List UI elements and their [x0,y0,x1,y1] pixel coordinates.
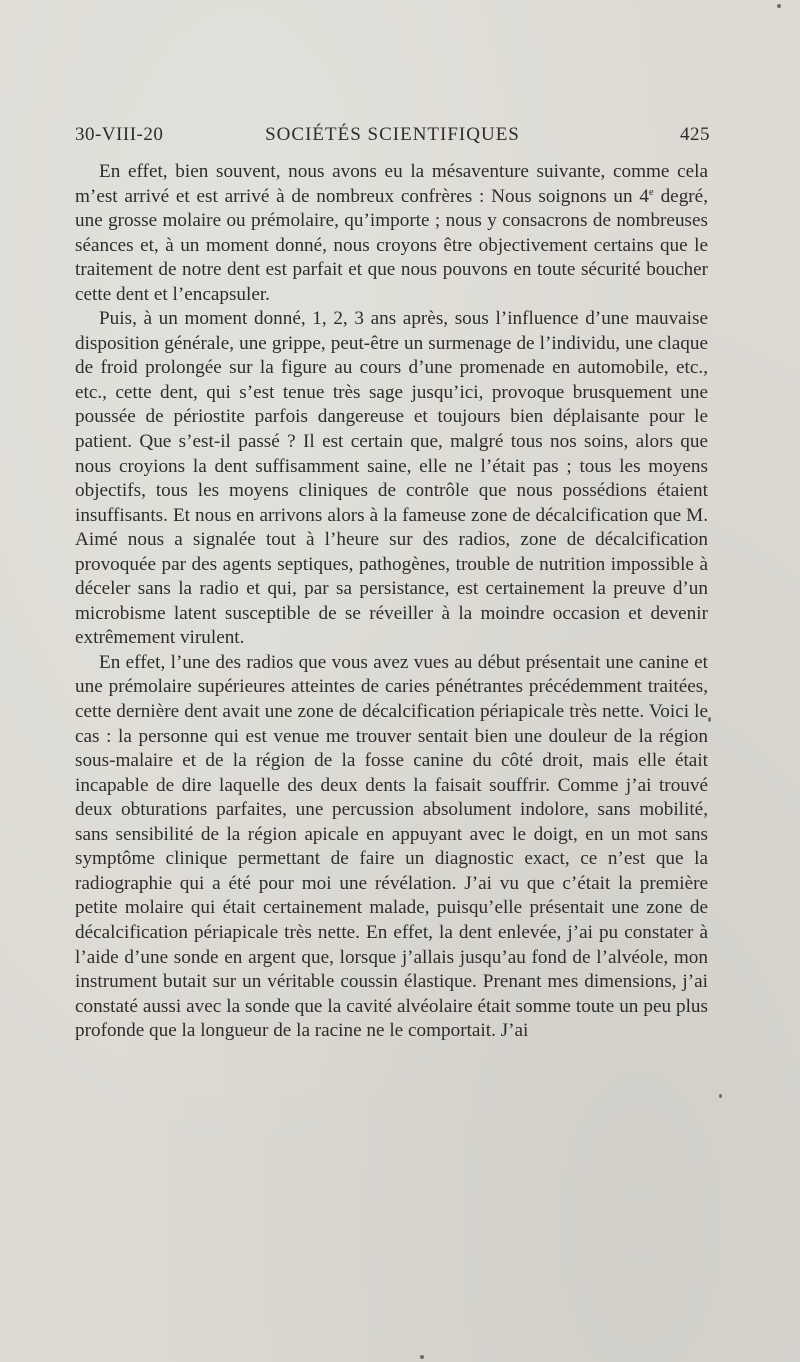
paragraph-1-end: degré, une grosse molaire ou prémolaire, qu’importe ; nous y consacrons de nombreuses séances et, à un moment donné, nous croyons être objectivement certains que le traitement de notre dent est parfait et que nous pouvons en toute sécurité boucher cette dent et l’encapsuler. [75,185,708,305]
paper-speck [719,1094,722,1098]
paper-speck [420,1355,424,1359]
header-date: 30-VIII-20 [75,124,164,145]
paper-speck [708,717,711,722]
article-body [75,160,708,1044]
running-header [75,124,710,152]
header-title: SOCIÉTÉS SCIENTIFIQUES [265,124,520,145]
paragraph-2: Puis, à un moment donné, 1, 2, 3 ans après, sous l’influence d’une mauvaise disposition générale, une grippe, peut-être un surmenage de l’individu, une claque de froid prolongée sur la figure au cours d’une promenade en automobile, etc., etc., cette dent, qui s’est tenue très sage jusqu’ici, provoque brusquement une poussée de périostite parfois dangereuse et toujours bien déplaisante pour le patient. Que s’est-il passé ? Il est certain que, malgré tous nos soins, alors que nous croyions la dent suffisamment saine, elle ne l’était pas ; tous les moyens objectifs, tous les moyens cliniques de contrôle que nous possédions étaient insuffisants. Et nous en arrivons alors à la fameuse zone de décalcification que M. Aimé nous a signalée tout à l’heure sur des radios, zone de décalcification provoquée par des agents septiques, pathogènes, trouble de nutrition impossible à déceler sans la radio et qui, par sa persistance, est certainement la preuve d’un microbisme latent susceptible de se réveiller à la moindre occasion et devenir extrêmement virulent. [75,308,708,649]
paragraph-1 [75,160,708,307]
ordinal-superscript: e [648,185,654,198]
paper-speck [777,4,781,8]
paragraph-1-start: En effet, bien souvent, nous avons eu la mésaventure suivante, comme cela m’est arrivé et est arrivé à de nombreux confrères : Nous soignons un 4 [75,161,708,207]
page-number: 425 [680,124,710,145]
paragraph-3: En effet, l’une des radios que vous avez vues au début présentait une canine et une prémolaire supérieures atteintes de caries pénétrantes précédemment traitées, cette dernière dent avait une zone de décalcification périapicale très nette. Voici le cas : la personne qui est venue me trouver sentait bien une douleur de la région sous-malaire et de la région de la fosse canine du côté droit, mais elle était incapable de dire laquelle des deux dents la faisait souffrir. Comme j’ai trouvé deux obturations parfaites, une percussion absolument indolore, sans mobilité, sans sensibilité de la région apicale en appuyant avec le doigt, en un mot sans symptôme clinique permettant de faire un diagnostic exact, ce n’est que la radiographie qui a été pour moi une révélation. J’ai vu que c’était la première petite molaire qui était certainement malade, puisqu’elle présentait une zone de décalcification périapicale très nette. En effet, la dent enlevée, j’ai pu constater à l’aide d’une sonde en argent que, lorsque j’allais jusqu’au fond de l’alvéole, mon instrument butait sur un véritable coussin élastique. Prenant mes dimensions, j’ai constaté aussi avec la sonde que la cavité alvéolaire était somme toute un peu plus profonde que la longueur de la racine ne le comportait. J’ai [75,651,708,1042]
